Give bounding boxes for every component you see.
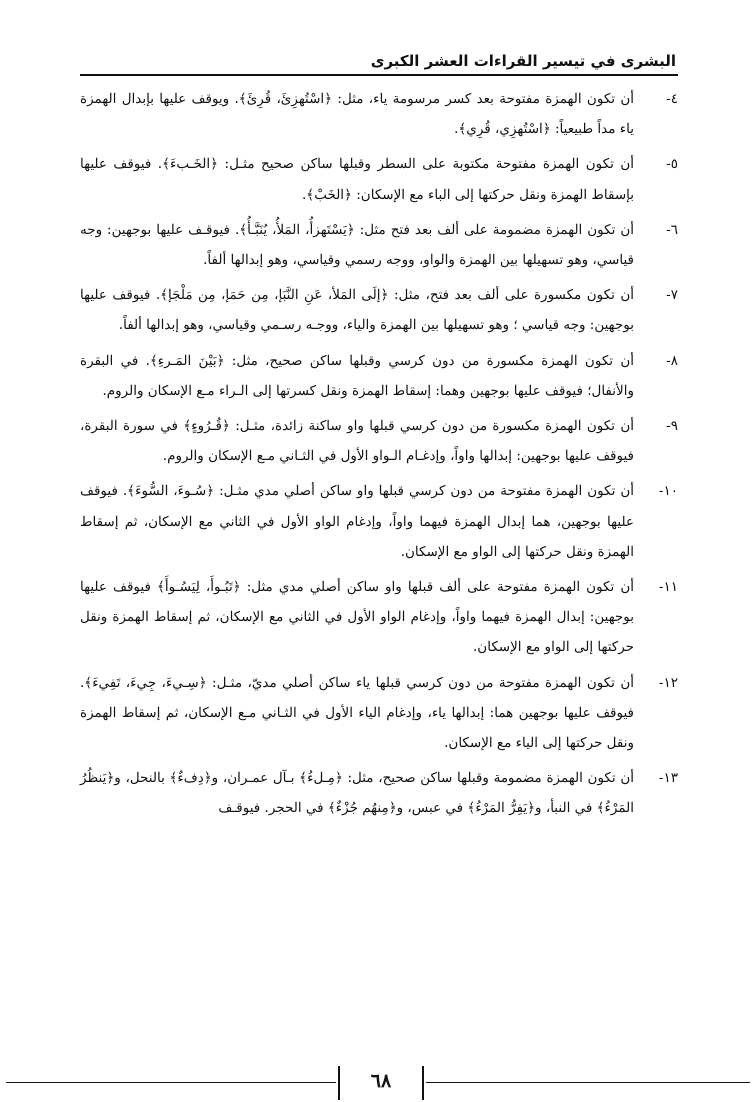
footer-rule-right: [426, 1082, 750, 1083]
item-text: أن تكون الهمزة مفتوحة من دون كرسي قبلها ياء ساكن أصلي مديّ، مثـل: ﴿سِـيءَ، جِيءَ، تَفِيءَ﴾. فيوقف عليها بوجهين هما: إبدالها ياء، وإدغام الياء الأول في الثـاني مـع الإسكان، ثم إسقاط الهمزة ونقل حركتها إلى الياء مع الإسكان.: [80, 674, 634, 752]
page-number: ٦٨: [370, 1070, 392, 1092]
page-footer: [0, 1064, 754, 1100]
item-text: أن تكون الهمزة مكسورة من دون كرسي وقبلها ساكن صحيح، مثل: ﴿بَيْنَ المَـرءِ﴾. في البقرة والأنفال؛ فيوقف عليها بوجهين وهما: إسقاط الهمزة ونقل كسرتها إلى الـراء مـع الإسكان والروم.: [80, 352, 634, 399]
header-title: البشرى في تيسير القراءات العشر الكبرى: [370, 52, 676, 70]
list-item: [80, 668, 678, 759]
page-body: [80, 84, 678, 982]
item-number: ٧-: [666, 287, 678, 304]
footer-rule-left: [6, 1082, 336, 1083]
item-number: ١٢-: [658, 674, 678, 691]
item-text: أن تكون مكسورة على ألف بعد فتح، مثل: ﴿إلَى المَلأ، عَنِ النَّبَإ، مِن حَمَإ، مِن مَلْجَإ﴾. فيوقف عليها بوجهين: وجه قياسي ؛ وهو تسهيلها بين الهمزة والياء، ووجـه رسـمي وقياسي، وهو إبدالها ألفاً.: [80, 287, 634, 334]
list-item: [80, 215, 678, 275]
item-text: أن تكون الهمزة مضمومة وقبلها ساكن صحيح، مثل: ﴿مِـلءُ﴾ بـآل عمـران، و﴿دِفءٌ﴾ بالنحل، و﴿يَنظُرُ المَرْءُ﴾ في النبأ، و﴿يَفِرُّ المَرْءُ﴾ في عبس، و﴿مِنهُم جُزْءٌ﴾ في الحجر. فيوقـف: [80, 770, 635, 817]
item-text: أن تكون الهمزة مضمومة على ألف بعد فتح مثل: ﴿يَسْتَهزأُ، المَلأُ، يُنَبَّـأُ﴾. فيوقـف عليها بوجهين: وجه قياسي، وهو تسهيلها بين الهمزة والواو، ووجه رسمي وقياسي، وهو إبدالها ألفاً.: [80, 221, 634, 269]
item-text: أن تكون الهمزة مفتوحة على ألف قبلها واو ساكن أصلي مدي مثل: ﴿تَبُـوأَ، لِيَسُـوأَ﴾ فيوقف عليها بوجهين: إبدال الهمزة فيهما واواً، وإدغام الواو الأول في الثاني مع الإسكان، ثم إسقاط الهمزة ونقل حركتها إلى الواو مع الإسكان.: [80, 579, 634, 656]
item-number: ١٣-: [658, 770, 678, 787]
item-number: ٩-: [666, 418, 678, 435]
list-item: [80, 84, 678, 144]
header-rule: [80, 74, 678, 76]
list-item: [80, 280, 678, 340]
footer-bar-right: [422, 1066, 424, 1100]
item-number: ١١-: [658, 579, 678, 596]
list-item: [80, 763, 678, 823]
item-text: أن تكون الهمزة مفتوحة من دون كرسي قبلها واو ساكن أصلي مدي مثـل: ﴿سُـوءَ، السُّوءَ﴾. فيوقف عليها بوجهين، هما إبدال الهمزة فيهما واواً، وإدغام الواو الأول في الثاني مع الإسكان، ثم إسقاط الهمزة ونقل حركتها إلى الواو مع الإسكان.: [80, 483, 634, 560]
item-number: ٥-: [666, 156, 678, 173]
item-number: ٨-: [666, 352, 678, 369]
item-text: أن تكون الهمزة مفتوحة مكتوبة على السطر وقبلها ساكن صحيح مثـل: ﴿الخَـبءَ﴾. فيوقف عليها بإسقاط الهمزة ونقل حركتها إلى الباء مع الإسكان: ﴿الخَبْ﴾.: [80, 156, 634, 203]
item-number: ١٠-: [658, 483, 678, 500]
list-item: [80, 346, 678, 406]
list-item: [80, 476, 678, 567]
item-number: ٤-: [666, 91, 678, 107]
item-number: ٦-: [666, 221, 678, 238]
running-header: [80, 50, 678, 76]
item-text: أن تكون الهمزة مكسورة من دون كرسي قبلها واو ساكنة زائدة، مثـل: ﴿قُـرُوءٍ﴾ في سورة البقرة، فيوقف عليها بوجهين: إبدالها واواً، وإدغـام الـواو الأول في الثـاني مـع الإسكان والروم.: [80, 418, 634, 465]
list-item: [80, 411, 678, 471]
list-item: [80, 572, 678, 663]
item-text: أن تكون الهمزة مفتوحة بعد كسر مرسومة ياء، مثل: ﴿اسْتُهزِئَ، قُرِئَ﴾. ويوقف عليها بإبدال الهمزة ياء مداً طبيعياً: ﴿اسْتُهزِي، قُرِي﴾.: [80, 91, 634, 138]
list-item: [80, 149, 678, 209]
